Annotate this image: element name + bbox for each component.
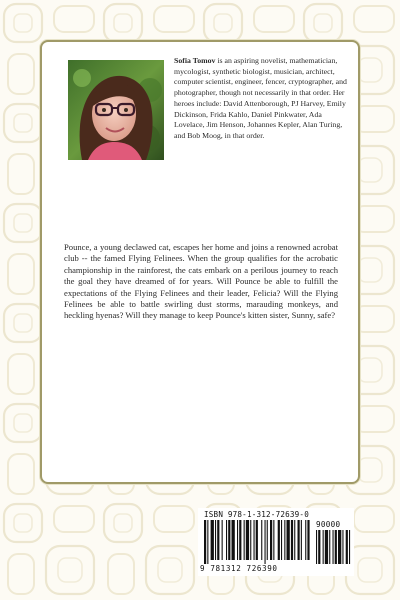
barcode-bars	[198, 520, 354, 566]
author-bio	[174, 56, 350, 142]
isbn-number: ISBN 978-1-312-72639-0	[204, 510, 309, 519]
book-blurb: Pounce, a young declawed cat, escapes her home and joins a renowned acrobat club -- the famed Flying Felinees. When the group qualifies for the acrobatic championship in the rainforest, the cats embark on a perilous journey to reach the goal they have dreamed of for years. Will Pounce be able to fulfill the expectations of the Flying Felinees and their leader, Felicia? Will the Flying Felinees be able to battle swirling dust storms, marauding monkeys, and heckling hyenas? Will they manage to keep Pounce's kitten sister, Sunny, safe?	[64, 242, 338, 321]
author-name: Sofia Tomov	[174, 56, 216, 65]
isbn-barcode	[198, 508, 354, 576]
author-bio-text: is an aspiring novelist, mathematician, mycologist, synthetic biologist, musician, architect, computer scientist, engineer, fencer, cryptographer, and photographer, though not necessarily in that order. Her heroes include: David Attenborough, PJ Harvey, Emily Dickinson, Frida Kahlo, Daniel Pinkwater, Ada Lovelace, Jim Henson, Johannes Kepler, Alan Turing, and Bob Moog, in that order.	[174, 56, 347, 140]
author-photo	[68, 60, 164, 160]
barcode-digits: 9 781312 726390	[200, 564, 278, 573]
back-cover-panel	[40, 40, 360, 484]
price-code: 90000	[316, 520, 341, 529]
